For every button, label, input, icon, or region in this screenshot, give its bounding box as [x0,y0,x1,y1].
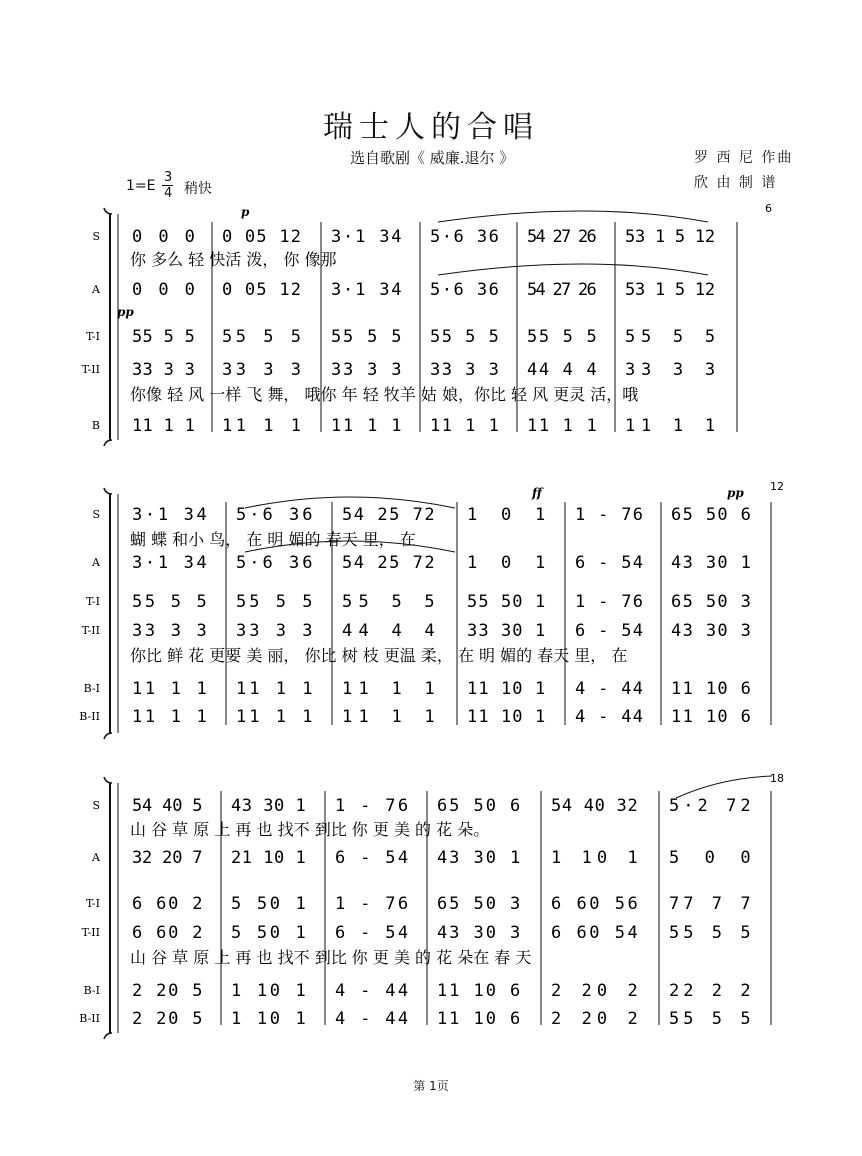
measure-notes: 4 - 44 [335,981,409,1001]
measure-notes: 55 5 5 [527,327,597,347]
brace-top-hook [104,777,112,783]
voice-label: B-I [83,682,100,695]
measure-notes: 55 5 5 [669,1009,751,1029]
lyric-line: 山 谷 草 原 上 再 也 找不 到比 你 更 美 的 花 朵在 春 天 [130,948,532,967]
key-signature: 1=E [126,178,156,194]
measure-notes: 11 10 6 [437,1009,521,1029]
measure-notes: 4 - 44 [575,707,643,727]
voice-label: S [92,230,100,243]
phrase-slur [438,264,708,275]
voice-label: T-II [81,624,100,637]
measure-notes: 33 3 3 [132,360,195,380]
measure-notes: 54 25 72 [342,505,435,525]
measure-notes: 11 1 1 [132,679,207,699]
voice-label: T-I [86,595,100,608]
measure-notes: 65 50 6 [437,796,521,816]
lyric-line: 你比 鲜 花 更要 美 丽， 你比 树 枝 更温 柔， 在 明 媚的 春天 里， 在 [130,646,628,665]
measure-notes: 5 0 0 [669,848,751,868]
measure-notes: 6 - 54 [575,621,643,641]
measure-notes: 44 4 4 [527,360,597,380]
measure-notes: 6 - 54 [335,848,409,868]
voice-label: T-I [86,330,100,343]
voice-label: A [92,556,100,569]
dynamic-marking: p [241,205,250,219]
measure-notes: 33 3 3 [222,360,302,380]
measure-notes: 77 7 7 [669,894,751,914]
measure-notes: 4 - 44 [335,1009,409,1029]
measure-notes: 21 10 1 [231,848,306,868]
measure-notes: 43 30 1 [231,796,306,816]
measure-notes: 4 - 44 [575,679,643,699]
voice-label: A [92,283,100,296]
measure-notes: 65 50 3 [671,592,751,612]
measure-notes: 43 30 1 [437,848,521,868]
score-title: 瑞士人的合唱 [323,110,539,145]
measure-notes: 1 - 76 [575,505,643,525]
measure-notes: 11 1 1 [331,416,402,436]
measure-notes: 33 3 3 [430,360,499,380]
measure-notes: 33 3 3 [331,360,402,380]
dynamic-marking: pp [727,486,744,500]
measure-notes: 5·6 36 [236,553,313,573]
measure-notes: 5·2 72 [669,796,751,816]
measure-notes: 55 5 5 [132,327,195,347]
measure-notes: 1 0 1 [467,505,546,525]
page-footer: 第 1页 [413,1079,449,1093]
measure-notes: 0 05 12 [222,227,302,247]
composer-credit: 罗 西 尼 作曲 [694,150,794,166]
measure-notes: 6 60 54 [551,923,638,943]
time-signature-numerator: 3 [164,170,173,185]
lyric-line: 你像 轻 风 一样 飞 舞， 哦你 年 轻 牧羊 姑 娘，你比 轻 风 更灵 活，哦 [130,385,639,404]
measure-notes: 2 20 2 [551,981,638,1001]
measure-notes: 53 1 5 12 [625,227,716,247]
measure-notes: 1 - 76 [575,592,643,612]
measure-notes: 44 4 4 [342,621,435,641]
measure-notes: 5 50 1 [231,923,306,943]
measure-notes: 54 27 26 [527,280,597,300]
measure-notes: 55 50 1 [467,592,546,612]
lyric-line: 山 谷 草 原 上 再 也 找不 到比 你 更 美 的 花 朵。 [130,820,490,839]
measure-notes: 0 0 0 [132,227,195,247]
measure-notes: 11 1 1 [430,416,499,436]
measure-notes: 11 1 1 [222,416,302,436]
voice-label: S [92,508,100,521]
measure-notes: 33 3 3 [132,621,207,641]
measure-notes: 2 20 5 [132,1009,203,1029]
measure-notes: 11 1 1 [527,416,597,436]
measure-notes: 11 1 1 [132,416,195,436]
measure-notes: 1 - 76 [335,894,409,914]
measure-notes: 11 10 6 [671,707,751,727]
voice-label: T-I [86,897,100,910]
measure-notes: 65 50 6 [671,505,751,525]
measure-notes: 33 30 1 [467,621,546,641]
measure-notes: 54 40 32 [551,796,638,816]
phrase-slur [438,211,708,222]
dynamic-marking: pp [117,305,134,319]
measure-notes: 6 60 2 [132,894,203,914]
voice-label: B-II [79,710,100,723]
voice-label: A [92,851,100,864]
measure-notes: 11 10 1 [467,679,546,699]
brace-top-hook [104,488,112,494]
dynamic-marking: ff [532,486,542,500]
lyric-line: 你 多么 轻 快活 泼， 你 像那 [130,250,337,269]
measure-notes: 11 1 1 [342,707,435,727]
phrase-slur [676,776,772,798]
measure-notes: 55 5 5 [222,327,302,347]
score-subtitle: 选自歌剧《 威廉.退尔 》 [350,149,515,167]
measure-notes: 5 50 1 [231,894,306,914]
measure-notes: 55 5 5 [342,592,435,612]
time-signature-denominator: 4 [164,186,173,201]
measure-notes: 3·1 34 [132,505,207,525]
voice-label: B [91,419,100,432]
measure-notes: 43 30 1 [671,553,751,573]
measure-notes: 6 60 56 [551,894,638,914]
measure-number: 12 [770,480,784,493]
voice-label: S [92,799,100,812]
measure-notes: 55 5 5 [625,327,716,347]
brace-bottom-hook [104,1033,112,1039]
measure-notes: 3·1 34 [132,553,207,573]
measure-notes: 55 5 5 [331,327,402,347]
measure-notes: 54 27 26 [527,227,597,247]
measure-notes: 11 1 1 [342,679,435,699]
tempo-marking: 稍快 [184,181,212,197]
measure-notes: 2 20 5 [132,981,203,1001]
measure-notes: 1 10 1 [231,981,306,1001]
measure-notes: 43 30 3 [671,621,751,641]
measure-notes: 3·1 34 [331,280,402,300]
measure-notes: 11 1 1 [132,707,207,727]
measure-number: 18 [770,772,784,785]
measure-notes: 0 05 12 [222,280,302,300]
measure-notes: 55 5 5 [430,327,499,347]
measure-notes: 0 0 0 [132,280,195,300]
measure-notes: 11 10 1 [467,707,546,727]
measure-notes: 55 5 5 [669,923,751,943]
measure-notes: 32 20 7 [132,848,203,868]
measure-notes: 22 2 2 [669,981,751,1001]
voice-label: B-II [79,1012,100,1025]
measure-notes: 6 - 54 [575,553,643,573]
measure-number: 6 [765,202,772,215]
voice-label: B-I [83,984,100,997]
measure-notes: 55 5 5 [236,592,313,612]
measure-notes: 11 1 1 [625,416,716,436]
measure-notes: 33 3 3 [625,360,716,380]
measure-notes: 11 10 6 [437,981,521,1001]
measure-notes: 65 50 3 [437,894,521,914]
measure-notes: 33 3 3 [236,621,313,641]
measure-notes: 1 0 1 [467,553,546,573]
lyric-line: 蝴 蝶 和小 鸟， 在 明 媚的 春天 里， 在 [130,530,416,549]
measure-notes: 54 25 72 [342,553,435,573]
measure-notes: 6 - 54 [335,923,409,943]
measure-notes: 3·1 34 [331,227,402,247]
brace-bottom-hook [104,733,112,739]
measure-notes: 5·6 36 [430,280,499,300]
measure-notes: 6 60 2 [132,923,203,943]
brace-top-hook [104,208,112,214]
measure-notes: 11 10 6 [671,679,751,699]
measure-notes: 55 5 5 [132,592,207,612]
arranger-credit: 欣 由 制 谱 [694,175,778,191]
measure-notes: 5·6 36 [430,227,499,247]
measure-notes: 11 1 1 [236,707,313,727]
measure-notes: 43 30 3 [437,923,521,943]
brace-bottom-hook [104,440,112,446]
measure-notes: 11 1 1 [236,679,313,699]
measure-notes: 5·6 36 [236,505,313,525]
measure-notes: 1 - 76 [335,796,409,816]
measure-notes: 1 10 1 [231,1009,306,1029]
measure-notes: 2 20 2 [551,1009,638,1029]
measure-notes: 1 10 1 [551,848,638,868]
voice-label: T-II [81,926,100,939]
voice-label: T-II [81,363,100,376]
measure-notes: 53 1 5 12 [625,280,716,300]
measure-notes: 54 40 5 [132,796,203,816]
